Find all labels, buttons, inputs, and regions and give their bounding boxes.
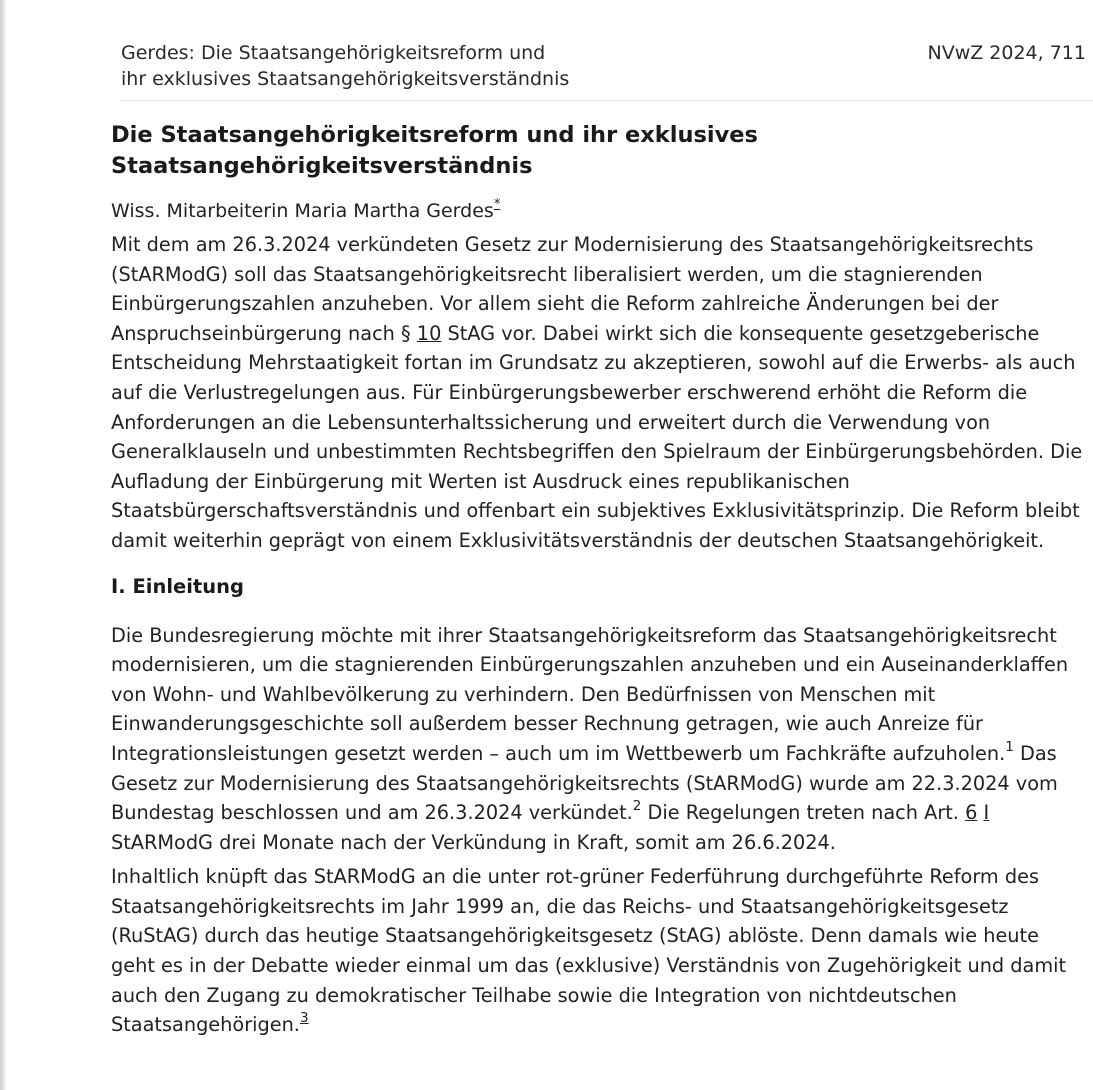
article-title: [111, 120, 1086, 182]
running-title-line-2: ihr exklusives Staatsangehörigkeitsverständnis: [121, 68, 570, 90]
header-divider: [121, 100, 1093, 101]
author-name: Wiss. Mitarbeiterin Maria Martha Gerdes: [111, 200, 494, 222]
para1-text-1: Die Bundesregierung möchte mit ihrer Staatsangehörigkeitsreform das Staatsangehörigkeitsrecht modernisieren, um die stagnierenden Einbürgerungszahlen anzuheben und ein Auseinanderklaffen von Wohn- und Wahlbevölkerung zu verhindern. Den Bedürfnissen von Menschen mit Einwanderungsgeschichte soll außerdem besser Rechnung getragen, wie auch Anreize für Integrationsleistungen gesetzt werden – auch um im Wettbewerb um Fachkräfte aufzuholen.: [111, 623, 1069, 765]
para1-text-3: Die Regelungen treten nach Art.: [641, 801, 966, 825]
journal-citation: NVwZ 2024, 711: [927, 42, 1086, 64]
para2-text-1: Inhaltlich knüpft das StARModG an die unter rot-grüner Federführung durchgeführte Reform des Staatsangehörigkeitsrechts im Jahr 1999 an, die das Reichs- und Staatsangehörigkeitsgesetz (RuStAG) durch das heutige Staatsangehörigkeitsgesetz (StAG) ablöste. Denn damals wie heute geht es in der Debatte wieder einmal um das (exklusive) Verständnis von Zugehörigkeit und damit auch den Zugang zu demokratischer Teilhabe sowie die Integration von nichtdeutschen Staatsangehörigen.: [111, 865, 1067, 1037]
statute-link-section-10[interactable]: 10: [416, 321, 442, 345]
para1-text-4: StARModG drei Monate nach der Verkündung in Kraft, somit am 26.6.2024.: [111, 830, 836, 854]
window-left-edge: [0, 0, 7, 1090]
author-line: [111, 198, 1086, 225]
running-title-line-1: Gerdes: Die Staatsangehörigkeitsreform und: [121, 42, 546, 64]
body-paragraph-2: [111, 862, 1086, 1040]
statute-link-art-6[interactable]: 6: [965, 801, 978, 825]
abstract-text-2: StAG vor. Dabei wirkt sich die konsequente gesetzgeberische Entscheidung Mehrstaatigkeit fortan im Grundsatz zu akzeptieren, sowohl auf die Erwerbs- als auch auf die Verlustregelungen aus. Für Einbürgerungsbewerber erschwerend erhöht die Reform die Anforderungen an die Lebensunterhaltssicherung und erweitert durch die Verwendung von Generalklauseln und unbestimmten Rechtsbegriffen den Spielraum der Einbürgerungsbehörden. Die Aufladung der Einbürgerung mit Werten ist Ausdruck eines republikanischen Staatsbürgerschaftsverständnis und offenbart ein subjektives Exklusivitätsprinzip. Die Reform bleibt damit weiterhin geprägt von einem Exklusivitätsverständnis der deutschen Staatsangehörigkeit.: [111, 321, 1083, 552]
statute-link-abs-1[interactable]: I: [983, 801, 990, 825]
running-header: [121, 40, 1093, 102]
running-title: [121, 40, 569, 92]
abstract-text-1: Mit dem am 26.3.2024 verkündeten Gesetz zur Modernisierung des Staatsangehörigkeitsrechts (StARModG) soll das Staatsangehörigkeitsrecht liberalisiert werden, um die stagnierenden Einbürgerungszahlen anzuheben. Vor allem sieht die Reform zahlreiche Änderungen bei der Anspruchseinbürgerung nach §: [111, 233, 1034, 345]
footnote-link-3[interactable]: 3: [299, 1010, 309, 1027]
footnote-link-1[interactable]: 1: [1005, 738, 1014, 755]
footnote-link-2[interactable]: 2: [632, 798, 642, 815]
abstract-paragraph: [111, 230, 1086, 556]
article-title-line-1: Die Staatsangehörigkeitsreform und ihr exklusives: [111, 122, 758, 148]
article-title-line-2: Staatsangehörigkeitsverständnis: [111, 153, 533, 179]
article-body: [111, 120, 1086, 1040]
section-heading-einleitung: I. Einleitung: [111, 574, 244, 598]
author-footnote-link[interactable]: *: [493, 197, 501, 212]
body-paragraph-1: [111, 621, 1086, 858]
para1-text-2: Das Gesetz zur Modernisierung des Staatsangehörigkeitsrechts (StARModG) wurde am 22.3.2024 vom Bundestag beschlossen und am 26.3.2024 verkündet.: [111, 741, 1058, 825]
